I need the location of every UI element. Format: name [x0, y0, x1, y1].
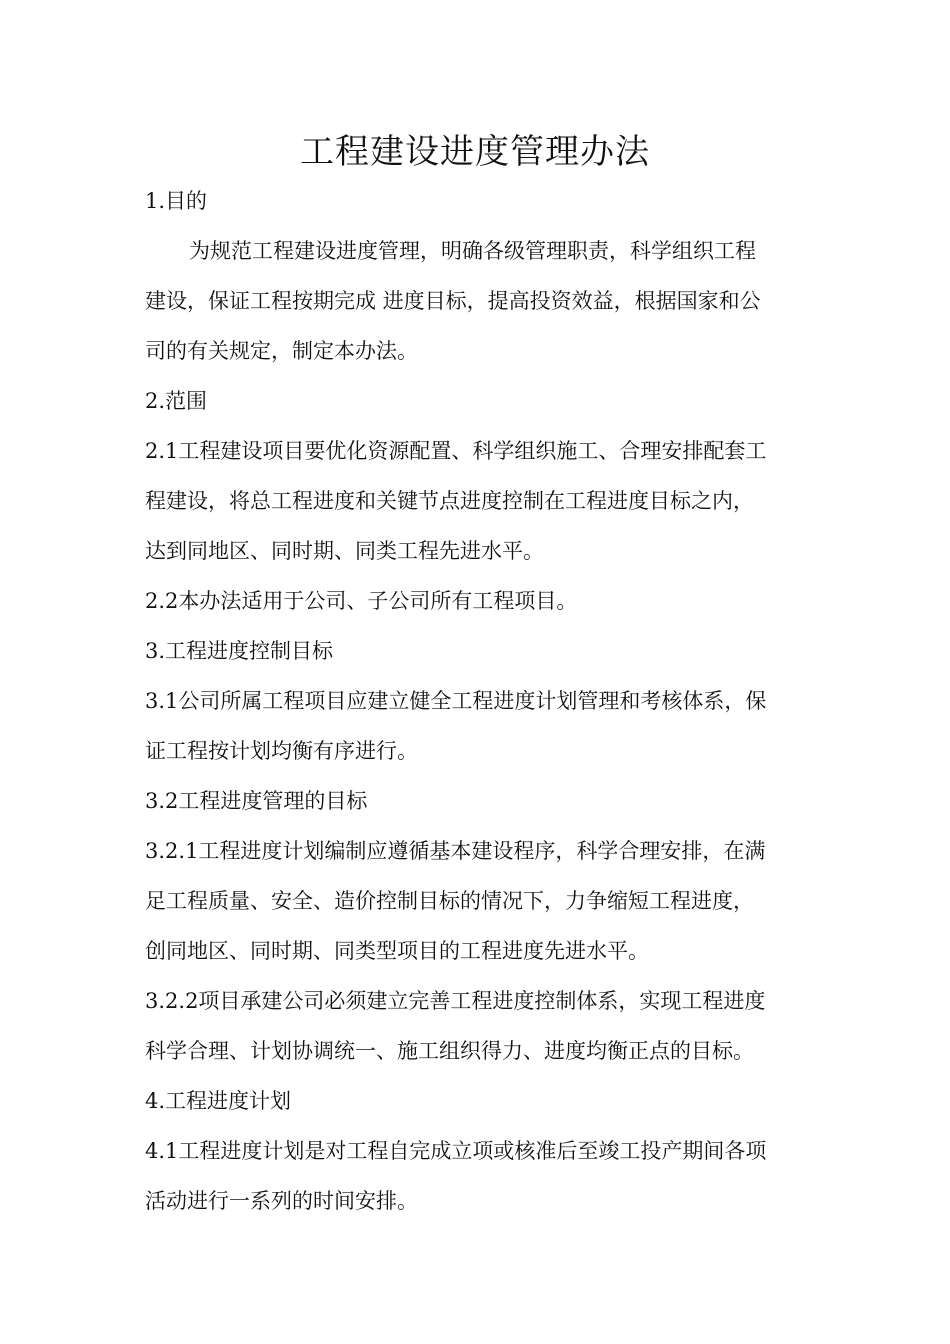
- paragraph-line: 科学合理、计划协调统一、施工组织得力、进度均衡正点的目标。: [145, 1039, 754, 1063]
- paragraph-line: 程建设，将总工程进度和关键节点进度控制在工程进度目标之内，: [145, 489, 754, 513]
- paragraph-line: 达到同地区、同时期、同类工程先进水平。: [145, 539, 544, 563]
- paragraph-line: 创同地区、同时期、同类型项目的工程进度先进水平。: [145, 939, 649, 963]
- paragraph-line: 3.2.2项目承建公司必须建立完善工程进度控制体系，实现工程进度: [145, 989, 766, 1013]
- paragraph-line: 证工程按计划均衡有序进行。: [145, 739, 418, 763]
- section-heading: 3.工程进度控制目标: [145, 639, 334, 663]
- document-title: 工程建设进度管理办法: [300, 132, 650, 172]
- document-body: [145, 176, 810, 1226]
- paragraph-line: 建设，保证工程按期完成 进度目标，提高投资效益，根据国家和公: [145, 289, 761, 313]
- paragraph-line: 3.1公司所属工程项目应建立健全工程进度计划管理和考核体系，保: [145, 689, 767, 713]
- paragraph-line: 4.1工程进度计划是对工程自完成立项或核准后至竣工投产期间各项: [145, 1139, 767, 1163]
- paragraph-line: 为规范工程建设进度管理，明确各级管理职责，科学组织工程: [189, 239, 756, 263]
- paragraph-line: 活动进行一系列的时间安排。: [145, 1189, 418, 1213]
- paragraph-line: 2.1工程建设项目要优化资源配置、科学组织施工、合理安排配套工: [145, 439, 767, 463]
- paragraph-line: 司的有关规定，制定本办法。: [145, 339, 418, 363]
- section-heading: 4.工程进度计划: [145, 1089, 292, 1113]
- section-heading: 1.目的: [145, 189, 208, 213]
- paragraph-line: 3.2.1工程进度计划编制应遵循基本建设程序，科学合理安排，在满: [145, 839, 766, 863]
- subsection-heading: 3.2工程进度管理的目标: [145, 789, 368, 813]
- section-heading: 2.范围: [145, 389, 208, 413]
- paragraph-line: 足工程质量、安全、造价控制目标的情况下，力争缩短工程进度，: [145, 889, 754, 913]
- paragraph-line: 2.2本办法适用于公司、子公司所有工程项目。: [145, 589, 578, 613]
